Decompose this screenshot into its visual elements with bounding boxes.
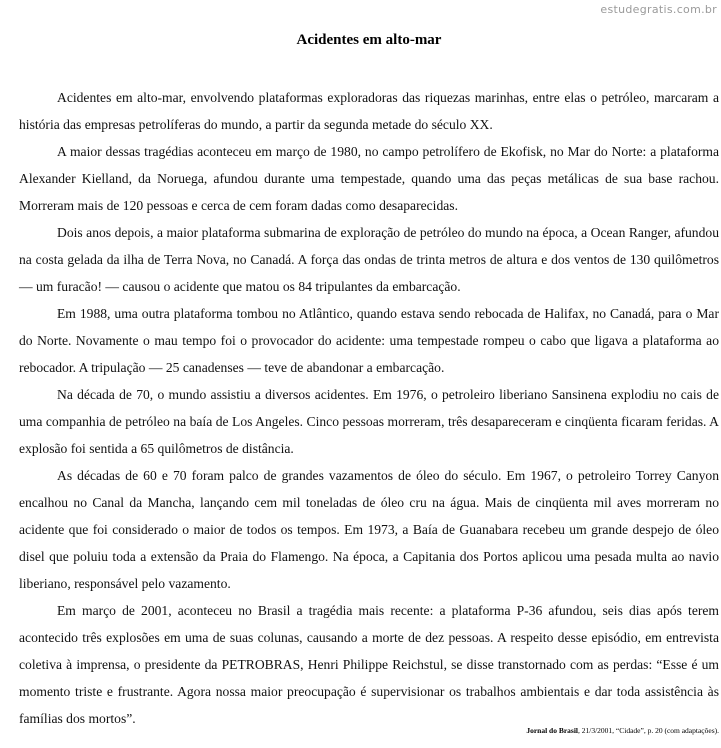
paragraph-6: As décadas de 60 e 70 foram palco de grandes vazamentos de óleo do século. Em 1967, o petroleiro Torrey Canyon encalhou no Canal da Mancha, lançando cem mil toneladas de óleo cru na água. Mais de cinqüenta mil aves morreram no acidente que foi considerado o maior de todos os tempos. Em 1973, a Baía de Guanabara recebeu um grande despejo de óleo disel que poluiu toda a extensão da Praia do Flamengo. Na época, a Capitania dos Portos aplicou uma pesada multa ao navio liberiano, responsável pelo vazamento. <box>19 468 719 591</box>
page-title: Acidentes em alto-mar <box>296 32 442 48</box>
article-body <box>19 84 719 732</box>
paragraph-3: Dois anos depois, a maior plataforma submarina de exploração de petróleo do mundo na época, a Ocean Ranger, afundou na costa gelada da ilha de Terra Nova, no Canadá. A força das ondas de trinta metros de altura e dos ventos de 130 quilômetros — um furacão! — causou o acidente que matou os 84 tripulantes da embarcação. <box>19 225 719 294</box>
source-details: , 21/3/2001, “Cidade”, p. 20 (com adaptações). <box>578 726 719 735</box>
paragraph-5: Na década de 70, o mundo assistiu a diversos acidentes. Em 1976, o petroleiro liberiano Sansinena explodiu no cais de uma companhia de petróleo na baía de Los Angeles. Cinco pessoas morreram, três desapareceram e cinqüenta ficaram feridas. A explosão foi sentida a 65 quilômetros de distância. <box>19 387 719 456</box>
source-citation <box>526 726 719 735</box>
watermark-text: estudegratis.com.br <box>600 3 717 16</box>
source-paper-name: Jornal do Brasil <box>526 726 578 735</box>
paragraph-4: Em 1988, uma outra plataforma tombou no Atlântico, quando estava sendo rebocada de Halifax, no Canadá, para o Mar do Norte. Novamente o mau tempo foi o provocador do acidente: uma tempestade rompeu o cabo que ligava a plataforma ao rebocador. A tripulação — 25 canadenses — teve de abandonar a embarcação. <box>19 306 719 375</box>
paragraph-1: Acidentes em alto-mar, envolvendo plataformas exploradoras das riquezas marinhas, entre elas o petróleo, marcaram a história das empresas petrolíferas do mundo, a partir da segunda metade do século XX. <box>19 90 719 132</box>
paragraph-7: Em março de 2001, aconteceu no Brasil a tragédia mais recente: a plataforma P-36 afundou, seis dias após terem acontecido três explosões em uma de suas colunas, causando a morte de dez pessoas. A respeito desse episódio, em entrevista coletiva à imprensa, o presidente da PETROBRAS, Henri Philippe Reichstul, se disse transtornado com as perdas: “Esse é um momento triste e frustrante. Agora nossa maior preocupação é supervisionar os trabalhos ambientais e dar toda assistência às famílias dos mortos”. <box>19 603 719 726</box>
paragraph-2: A maior dessas tragédias aconteceu em março de 1980, no campo petrolífero de Ekofisk, no Mar do Norte: a plataforma Alexander Kielland, da Noruega, afundou durante uma tempestade, quando uma das peças metálicas de sua base rachou. Morreram mais de 120 pessoas e cerca de cem foram dadas como desaparecidas. <box>19 144 719 213</box>
